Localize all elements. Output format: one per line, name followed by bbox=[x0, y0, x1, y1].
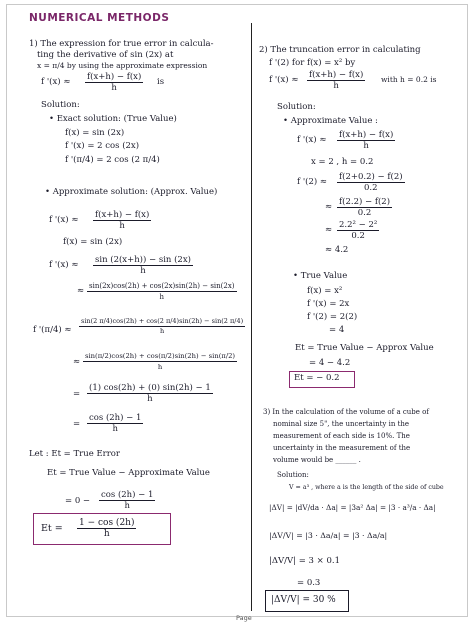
q2-step5-numerator: 2.2² − 2² bbox=[339, 220, 378, 230]
q2-step4-lhs: ≈ bbox=[325, 202, 333, 212]
q2-step5-denominator: 0.2 bbox=[351, 231, 365, 241]
page-footer: Page bbox=[236, 614, 252, 622]
q2-solution-heading: Solution: bbox=[277, 102, 316, 112]
q1-true-error-step-lhs: = 0 − bbox=[65, 496, 91, 506]
q1-approx-8-fraction bbox=[87, 413, 143, 434]
q3-statement-line3: measurement of each side is 10%. The bbox=[273, 432, 410, 440]
q1-expression-lhs: f '(x) ≈ bbox=[41, 77, 71, 87]
q2-step2: x = 2 , h = 0.2 bbox=[311, 157, 374, 167]
q1-statement-line2: ting the derivative of sin (2x) at bbox=[37, 50, 174, 60]
q2-true-line1: f(x) = x² bbox=[307, 286, 343, 296]
q2-step6: ≈ 4.2 bbox=[325, 245, 349, 255]
q2-expression-denominator: h bbox=[333, 81, 339, 91]
column-divider bbox=[251, 23, 252, 611]
q1-answer-lhs: Et = bbox=[41, 523, 63, 534]
q1-approx-4-fraction bbox=[87, 281, 237, 302]
q1-true-error-step-fraction bbox=[99, 490, 155, 511]
q1-approx-6-lhs: ≈ bbox=[73, 357, 81, 367]
q2-step3-denominator: 0.2 bbox=[364, 183, 378, 193]
q1-answer-fraction bbox=[77, 518, 136, 539]
q3-step3: |ΔV/V| = |3 · Δa/a| = |3 · Δa/a| bbox=[269, 531, 388, 540]
q3-solution-heading: Solution: bbox=[277, 471, 309, 479]
q1-approx-6-numerator: sin(π/2)cos(2h) + cos(π/2)sin(2h) − sin(π/2) bbox=[85, 352, 236, 360]
q1-approx-3-denominator: h bbox=[140, 266, 146, 276]
q1-approx-8-numerator: cos (2h) − 1 bbox=[89, 413, 142, 423]
q2-error-step: = 4 − 4.2 bbox=[309, 358, 351, 368]
q2-statement-line1: 2) The truncation error in calculating bbox=[259, 45, 421, 55]
q1-approx-3-lhs: f '(x) ≈ bbox=[49, 260, 79, 270]
q1-expression-denominator: h bbox=[111, 83, 117, 93]
q2-step1-numerator: f(x+h) − f(x) bbox=[339, 130, 394, 140]
q3-statement-line1: 3) In the calculation of the volume of a cube of bbox=[263, 408, 429, 416]
q1-expression-suffix: is bbox=[157, 77, 165, 87]
page-title: NUMERICAL METHODS bbox=[29, 12, 170, 24]
q2-true-line4: = 4 bbox=[329, 325, 345, 335]
q1-approx-5-denominator: h bbox=[159, 327, 165, 335]
q3-statement-line4: uncertainty in the measurement of the bbox=[273, 444, 411, 452]
q2-true-line2: f '(x) = 2x bbox=[307, 299, 350, 309]
q1-approx-1-denominator: h bbox=[119, 221, 125, 231]
q1-approx-8-lhs: = bbox=[73, 419, 81, 429]
q2-step5-lhs: ≈ bbox=[325, 225, 333, 235]
q1-approx-8-denominator: h bbox=[112, 424, 118, 434]
q2-answer: Et = − 0.2 bbox=[294, 373, 340, 383]
q3-step5: = 0.3 bbox=[297, 578, 321, 588]
q2-expression-fraction bbox=[307, 70, 365, 91]
q2-step1-fraction bbox=[337, 130, 395, 151]
q3-statement-line2: nominal size 5", the uncertainty in the bbox=[273, 420, 410, 428]
q1-true-error-definition: Et = True Value − Approximate Value bbox=[47, 468, 210, 478]
q3-step4: |ΔV/V| = 3 × 0.1 bbox=[269, 556, 340, 566]
q1-answer-denominator: h bbox=[103, 529, 110, 539]
q1-approx-5-fraction bbox=[79, 317, 245, 336]
q2-step4-fraction bbox=[337, 197, 392, 218]
q1-approx-6-denominator: h bbox=[157, 363, 163, 371]
q1-statement-line3: x = π/4 by using the approximate expression bbox=[37, 61, 208, 70]
q2-step3-lhs: f '(2) ≈ bbox=[297, 177, 328, 187]
q1-approx-3-fraction bbox=[93, 255, 193, 276]
q2-approx-heading: • Approximate Value : bbox=[283, 116, 378, 126]
q2-step4-denominator: 0.2 bbox=[357, 208, 372, 218]
q2-statement-line2: f '(2) for f(x) = x² by bbox=[269, 58, 356, 68]
q1-approx-3-numerator: sin (2(x+h)) − sin (2x) bbox=[95, 255, 191, 265]
worksheet-page bbox=[6, 4, 468, 622]
q1-solution-heading: Solution: bbox=[41, 100, 80, 110]
q3-step1: V = a³ , where a is the length of the side of cube bbox=[289, 484, 444, 491]
q1-exact-line3: f '(π/4) = 2 cos (2 π/4) bbox=[65, 155, 160, 165]
q1-exact-heading: • Exact solution: (True Value) bbox=[49, 114, 177, 124]
q1-approx-4-lhs: ≈ bbox=[77, 286, 85, 296]
q1-approx-4-denominator: h bbox=[159, 293, 165, 301]
q2-step3-numerator: f(2+0.2) − f(2) bbox=[339, 172, 403, 182]
q1-approx-7-lhs: = bbox=[73, 389, 81, 399]
q1-exact-line1: f(x) = sin (2x) bbox=[65, 128, 125, 138]
q1-approx-7-denominator: h bbox=[147, 394, 153, 404]
q3-step2: |ΔV| = |dV/da · Δa| = |3a² Δa| = |3 · a³/a · Δa| bbox=[269, 503, 436, 512]
q2-step1-lhs: f '(x) ≈ bbox=[297, 135, 327, 145]
q2-error-definition: Et = True Value − Approx Value bbox=[295, 343, 434, 353]
q2-expression-lhs: f '(x) ≈ bbox=[269, 75, 299, 85]
q1-true-error-step-denominator: h bbox=[124, 501, 130, 511]
q2-step3-fraction bbox=[337, 172, 405, 193]
q2-expression-suffix: with h = 0.2 is bbox=[381, 75, 437, 84]
q1-true-error-step-numerator: cos (2h) − 1 bbox=[101, 490, 154, 500]
q2-true-line3: f '(2) = 2(2) bbox=[307, 312, 358, 322]
q2-step1-denominator: h bbox=[363, 141, 369, 151]
q1-approx-2: f(x) = sin (2x) bbox=[63, 237, 123, 247]
q2-true-value-heading: • True Value bbox=[293, 271, 348, 281]
q2-expression-numerator: f(x+h) − f(x) bbox=[309, 70, 364, 80]
q1-approx-6-fraction bbox=[83, 351, 237, 372]
q1-approx-5-lhs: f '(π/4) ≈ bbox=[33, 325, 72, 335]
q1-approx-1-fraction bbox=[93, 210, 151, 231]
q1-statement-line1: 1) The expression for true error in calcula- bbox=[29, 39, 214, 49]
q1-approx-7-numerator: (1) cos(2h) + (0) sin(2h) − 1 bbox=[89, 383, 211, 393]
q1-expression-numerator: f(x+h) − f(x) bbox=[87, 72, 142, 82]
q3-answer: |ΔV/V| = 30 % bbox=[271, 595, 336, 605]
q3-statement-line5: volume would be ______ . bbox=[273, 456, 361, 464]
q1-approx-4-numerator: sin(2x)cos(2h) + cos(2x)sin(2h) − sin(2x) bbox=[89, 282, 235, 290]
q2-step4-numerator: f(2.2) − f(2) bbox=[339, 197, 391, 207]
q1-approx-1-numerator: f(x+h) − f(x) bbox=[95, 210, 150, 220]
q1-expression-fraction bbox=[85, 72, 143, 93]
q1-approx-heading: • Approximate solution: (Approx. Value) bbox=[45, 187, 218, 197]
q2-step5-fraction bbox=[337, 220, 379, 241]
q1-answer-numerator: 1 − cos (2h) bbox=[79, 518, 135, 528]
q1-approx-1-lhs: f '(x) ≈ bbox=[49, 215, 79, 225]
q1-approx-7-fraction bbox=[87, 383, 213, 404]
q1-let-line: Let : Et = True Error bbox=[29, 449, 120, 459]
q1-exact-line2: f '(x) = 2 cos (2x) bbox=[65, 141, 140, 151]
q1-approx-5-numerator: sin(2 π/4)cos(2h) + cos(2 π/4)sin(2h) − sin(2 π/4) bbox=[81, 317, 244, 325]
